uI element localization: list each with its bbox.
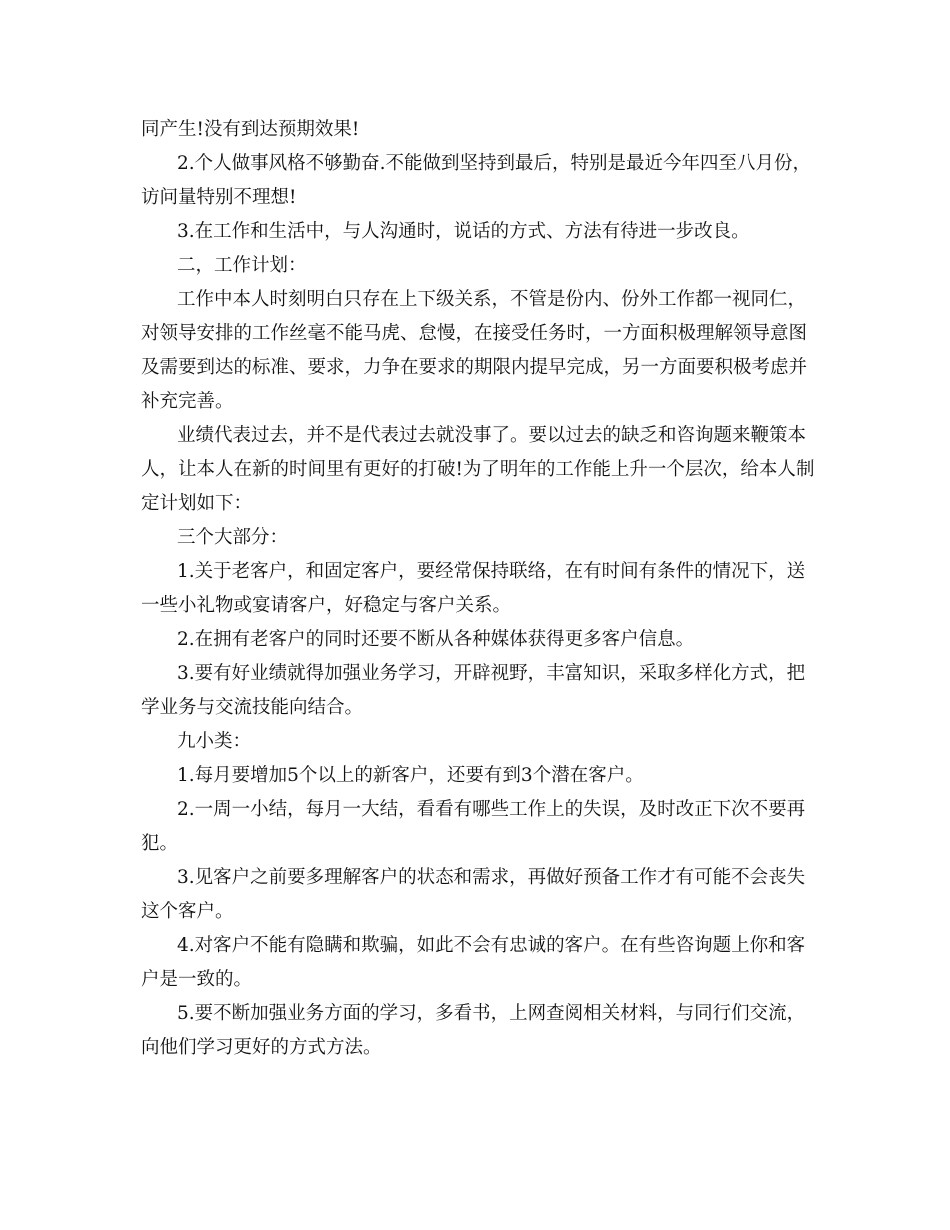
list-item-category-2: 2.一周一小结，每月一大结，看看有哪些工作上的失误，及时改正下次不要再犯。 [141, 799, 806, 854]
document-body [141, 113, 821, 1065]
paragraph-work-attitude: 工作中本人时刻明白只存在上下级关系，不管是份内、份外工作都一视同仁，对领导安排的工作丝毫不能马虎、怠慢，在接受任务时，一方面积极理解领导意图及需要到达的标准、要求，力争在要求的期限内提早完成，另一方面要积极考虑并补充完善。 [141, 289, 808, 412]
paragraph-shortcoming-3: 3.在工作和生活中，与人沟通时，说话的方式、方法有待进一步改良。 [177, 221, 750, 242]
list-item-part-1: 1.关于老客户，和固定客户，要经常保持联络，在有时间有条件的情况下，送一些小礼物或宴请客户，好稳定与客户关系。 [141, 561, 806, 616]
list-item-category-5: 5.要不断加强业务方面的学习，多看书，上网查阅相关材料，与同行们交流，向他们学习更好的方式方法。 [141, 1003, 806, 1058]
paragraph-performance: 业绩代表过去，并不是代表过去就没事了。要以过去的缺乏和咨询题来鞭策本人，让本人在新的时间里有更好的打破!为了明年的工作能上升一个层次，给本人制定计划如下： [141, 425, 815, 514]
list-item-category-3: 3.见客户之前要多理解客户的状态和需求，再做好预备工作才有可能不会丧失这个客户。 [141, 867, 806, 922]
list-item-category-1: 1.每月要增加5个以上的新客户，还要有到3个潜在客户。 [177, 765, 644, 786]
paragraph-shortcoming-2: 2.个人做事风格不够勤奋.不能做到坚持到最后，特别是最近今年四至八月份，访问量特别不理想! [141, 153, 812, 208]
paragraph-continuation: 同产生!没有到达预期效果! [141, 119, 360, 140]
list-item-part-3: 3.要有好业绩就得加强业务学习，开辟视野，丰富知识，采取多样化方式，把学业务与交流技能向结合。 [141, 663, 806, 718]
section-heading-work-plan: 二，工作计划： [177, 255, 307, 276]
list-item-part-2: 2.在拥有老客户的同时还要不断从各种媒体获得更多客户信息。 [177, 629, 695, 650]
subheading-nine-categories: 九小类： [177, 731, 252, 752]
list-item-category-4: 4.对客户不能有隐瞒和欺骗，如此不会有忠诚的客户。在有些咨询题上你和客户是一致的。 [141, 935, 806, 990]
subheading-three-parts: 三个大部分： [177, 527, 289, 548]
